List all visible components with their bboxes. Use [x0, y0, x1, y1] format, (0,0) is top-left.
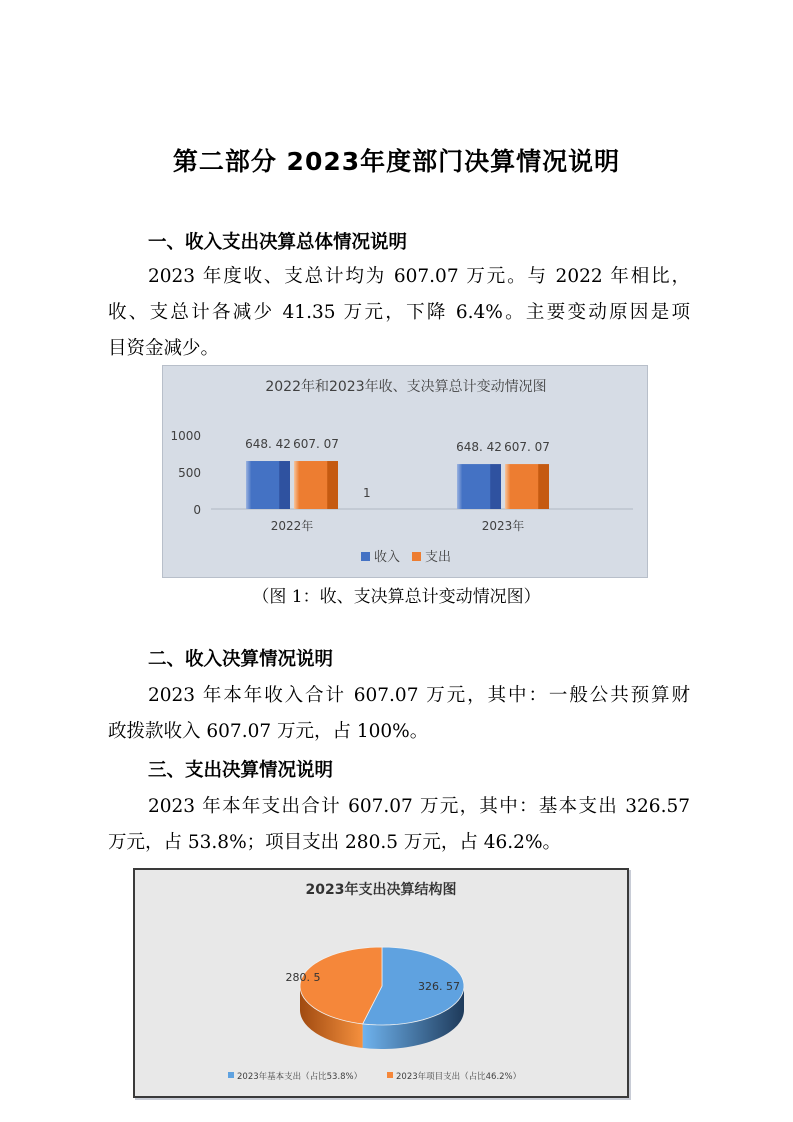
chart-title: 2023年支出决算结构图	[305, 882, 457, 898]
legend-swatch-收入	[361, 552, 370, 561]
figure-caption: （图 1：收、支决算总计变动情况图）	[252, 587, 541, 607]
legend-label: 支出	[425, 550, 452, 565]
x-tick-label: 2023年	[481, 519, 525, 533]
legend-label: 2023年项目支出（占比46.2%）	[396, 1072, 522, 1082]
pie-value-label: 326. 57	[418, 980, 460, 993]
legend-swatch-支出	[412, 552, 421, 561]
page-title: 第二部分 2023年度部门决算情况说明	[172, 147, 621, 176]
income-expense-bar-chart	[162, 365, 648, 578]
section1-heading: 一、收入支出决算总体情况说明	[148, 232, 408, 253]
legend-label: 收入	[374, 550, 401, 565]
section1-line: 2023 年度收、支总计均为 607.07 万元。与 2022 年相比，	[148, 266, 690, 287]
legend-swatch	[387, 1072, 393, 1078]
bar-收入-2022年	[246, 461, 290, 509]
pie-value-label: 280. 5	[285, 971, 321, 984]
legend-label: 2023年基本支出（占比53.8%）	[237, 1072, 363, 1082]
bar-chart-svg	[163, 366, 649, 579]
x-tick-label: 2022年	[270, 519, 314, 533]
bar-支出-2023年	[505, 464, 549, 509]
stray-data-label: 1	[363, 486, 371, 500]
section3-line: 万元，占 53.8%；项目支出 280.5 万元，占 46.2%。	[108, 832, 562, 853]
bar-value-label: 607. 07	[293, 437, 339, 452]
section2-line: 2023 年本年收入合计 607.07 万元，其中：一般公共预算财	[148, 685, 690, 706]
y-tick-label: 1000	[170, 429, 201, 443]
y-tick-label: 500	[178, 466, 201, 480]
pie-chart-svg	[135, 870, 627, 1096]
expense-structure-pie-chart	[133, 868, 629, 1098]
bar-value-label: 607. 07	[504, 440, 550, 455]
legend-swatch	[228, 1072, 234, 1078]
chart-title: 2022年和2023年收、支决算总计变动情况图	[265, 379, 547, 395]
bar-value-label: 648. 42	[456, 440, 502, 455]
section1-line: 收、支总计各减少 41.35 万元，下降 6.4%。主要变动原因是项	[108, 302, 690, 323]
section3-heading: 三、支出决算情况说明	[148, 760, 334, 781]
section1-line: 目资金减少。	[108, 338, 220, 359]
bar-支出-2022年	[294, 461, 338, 509]
section2-line: 政拨款收入 607.07 万元，占 100%。	[108, 721, 429, 742]
bar-收入-2023年	[457, 464, 501, 509]
section3-line: 2023 年本年支出合计 607.07 万元，其中：基本支出 326.57	[148, 796, 690, 817]
y-tick-label: 0	[193, 503, 201, 517]
bar-value-label: 648. 42	[245, 437, 291, 452]
section2-heading: 二、收入决算情况说明	[148, 649, 334, 670]
